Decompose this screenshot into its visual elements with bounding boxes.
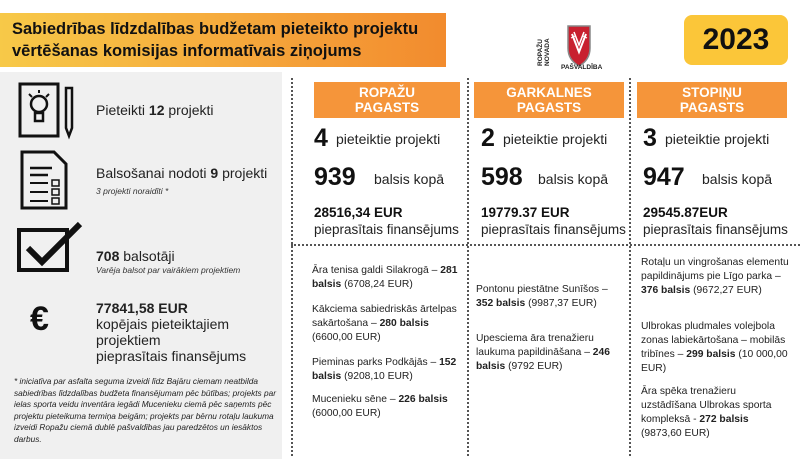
divider [467, 78, 469, 456]
sum-label: pieprasītais finansējums [481, 222, 626, 237]
project-item: Pontonu piestātne Sunīšos – 352 balsis (9987,37 EUR) [476, 284, 608, 309]
votes-ropazi: 939 [314, 163, 356, 191]
project-item: Rotaļu un vingrošanas elementu papildinājums pie Līgo parka – 376 balsis (9672,27 EUR) [641, 257, 789, 296]
divider [291, 244, 800, 246]
sum-label: pieprasītais finansējums [643, 222, 788, 237]
count-label: pieteiktie projekti [336, 131, 441, 147]
project-item: Kākciema sabiedriskās ārtelpas sakārtošana – 280 balsis (6600,00 EUR) [312, 304, 457, 343]
stat-submitted: Pieteikti 12 projekti [96, 102, 214, 118]
stat-voters-note: Varēja balsot par vairākiem projektiem [96, 265, 241, 275]
title-line-1: Sabiedrības līdzdalības budžetam pieteikto projektu [12, 20, 419, 38]
votes-stopini: 947 [643, 163, 685, 191]
project-item: Upesciema āra trenažieru laukuma papildināšana – 246 balsis (9792 EUR) [476, 333, 610, 372]
footnote: * iniciatīva par asfalta seguma izveidi līdz Bajāru ciemam neatbilda sabiedrības līdzdalības budžeta finansējumam pēc būtības; projekts par ielas sporta veidu inventāra iegādi Mucenieku ciemā pēc saņemts pēc projektu pieteikuma termiņa beigām; projekts par bērnu rotaļu laukuma izveidi Ropažu ciemā dublē pašvaldības jau paredzētos un iesāktos darbus. [14, 376, 276, 444]
stat-total-funding: 77841,58 EUR kopējais pieteiktajiem projektiem pieprasītais finansējums [96, 300, 247, 364]
title-line-2: vērtēšanas komisijas informatīvais ziņojums [12, 42, 362, 60]
euro-icon: € [30, 300, 49, 338]
stat-for-voting: Balsošanai nodoti 9 projekti [96, 165, 268, 181]
logo-text-bottom: PAŠVALDĪBA [561, 64, 603, 71]
sum-ropazi: 28516,34 EUR [314, 205, 403, 220]
project-item: Ulbrokas pludmales volejbola zonas labiekārtošana – mobilās tribīnes – 299 balsis (10 000,00 EUR) [641, 321, 788, 374]
header-stopini: STOPIŅU PAGASTS [637, 82, 787, 118]
votes-garkalne: 598 [481, 163, 523, 191]
votes-label: balsis kopā [374, 171, 445, 187]
year-badge: 2023 [684, 15, 788, 65]
checklist-icon [18, 150, 72, 215]
votes-label: balsis kopā [702, 171, 773, 187]
stat-rejected-note: 3 projekti noraidīti * [96, 186, 169, 196]
count-garkalne: 2 [481, 124, 495, 152]
project-item: Āra spēka trenažieru uzstādīšana Ulbrokas sporta kompleksā - 272 balsis (9873,60 EUR) [641, 386, 772, 439]
divider [629, 78, 631, 456]
sum-garkalne: 19779.37 EUR [481, 205, 570, 220]
count-ropazi: 4 [314, 124, 328, 152]
report-title [0, 13, 446, 67]
header-ropazi: ROPAŽU PAGASTS [314, 82, 460, 118]
sum-label: pieprasītais finansējums [314, 222, 459, 237]
header-garkalne: GARKALNES PAGASTS [474, 82, 624, 118]
project-item: Mucenieku sēne – 226 balsis (6000,00 EUR) [312, 394, 448, 419]
count-label: pieteiktie projekti [503, 131, 608, 147]
project-item: Pieminas parks Podkājās – 152 balsis (9208,10 EUR) [312, 357, 457, 382]
sum-stopini: 29545.87EUR [643, 205, 728, 220]
divider [291, 78, 293, 456]
count-stopini: 3 [643, 124, 657, 152]
count-label: pieteiktie projekti [665, 131, 770, 147]
logo-text-left: ROPAŽU NOVADA [537, 38, 551, 66]
project-item: Āra tenisa galdi Silakrogā – 281 balsis (6708,24 EUR) [312, 265, 458, 290]
stat-voters: 708 balsotāji [96, 248, 175, 264]
checkbox-icon [16, 220, 86, 279]
votes-label: balsis kopā [538, 171, 609, 187]
idea-paper-icon [16, 82, 78, 145]
